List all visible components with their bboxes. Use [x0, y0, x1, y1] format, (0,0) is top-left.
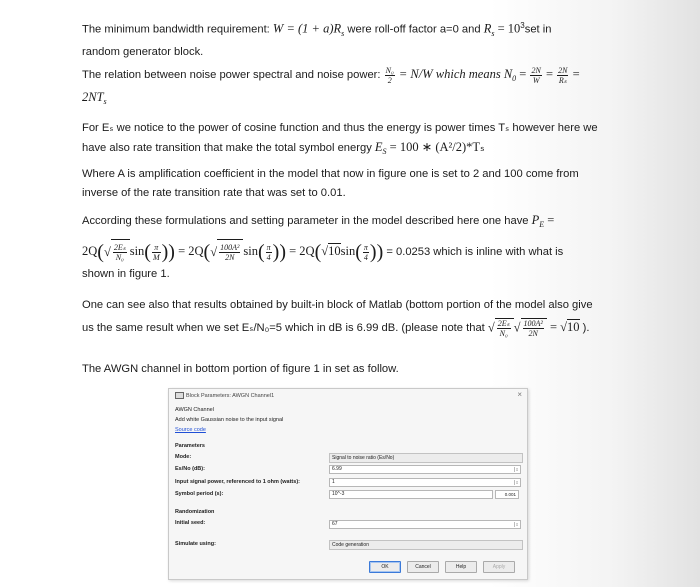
section-parameters: Parameters	[175, 443, 205, 449]
power-label: Input signal power, referenced to 1 ohm (watts):	[175, 479, 300, 485]
subscript: s	[491, 28, 495, 38]
rs-value: = 10	[494, 21, 521, 36]
fraction-pi-4	[363, 243, 369, 262]
paragraph-matlab-result	[82, 296, 627, 338]
rs-symbol: R	[483, 21, 492, 36]
bandwidth-formula: W = (1 + a)R	[272, 21, 342, 36]
pe-symbol: P	[531, 213, 540, 227]
denominator: N₀	[115, 253, 124, 263]
pe-equation	[82, 238, 627, 264]
sqrt-10: 10	[567, 320, 580, 335]
fraction-pi-m	[152, 243, 161, 262]
fraction-2n-over-rs	[557, 66, 568, 85]
block-parameters-dialog	[168, 388, 528, 580]
window-icon	[175, 392, 184, 399]
subscript: E	[539, 220, 545, 230]
sqrt-10: 10	[328, 244, 341, 259]
numerator: 2N	[558, 65, 568, 75]
paragraph-symbol-energy	[82, 119, 627, 161]
dialog-title	[175, 392, 274, 399]
paren-close: ))	[369, 241, 384, 264]
noise-result: 2NT	[82, 90, 104, 105]
result-text: = 0.0253 which is inline with what is	[383, 246, 564, 259]
text: inverse of the rate transition rate that was set to 0.01.	[82, 187, 346, 199]
sin-function: sin	[340, 244, 356, 259]
fraction-pi-4	[266, 243, 272, 262]
fraction-2n-over-w	[530, 66, 541, 85]
numerator: π	[152, 243, 161, 253]
power-value: 1	[332, 479, 335, 485]
esno-label: Es/No (dB):	[175, 466, 205, 472]
close-icon[interactable]: ×	[517, 390, 522, 399]
paren-close: ))	[161, 241, 175, 264]
radical-sign: √	[103, 244, 111, 259]
cancel-button[interactable]: Cancel	[407, 561, 439, 573]
symbol-period-label: Symbol period (s):	[175, 491, 224, 497]
section-randomization: Randomization	[175, 509, 215, 515]
block-header: AWGN Channel	[175, 407, 214, 413]
sqrt	[210, 239, 243, 266]
numerator: π	[363, 242, 368, 252]
equals: =	[569, 67, 580, 81]
mode-value: Signal to noise ratio (Es/No)	[332, 455, 395, 461]
text: The minimum bandwidth requirement:	[82, 23, 273, 36]
fraction-100a2-2n	[219, 243, 240, 262]
seed-label: Initial seed:	[175, 520, 206, 526]
esno-input[interactable]	[329, 465, 521, 474]
paren-open: (	[257, 241, 265, 264]
paragraph-error-probability	[82, 211, 627, 284]
text: According these formulations and setting parameter in the model described here one have	[82, 215, 532, 227]
paren-open: (	[144, 241, 151, 264]
text: One can see also that results obtained by built-in block of Matlab (bottom portion of the model also give	[82, 299, 593, 311]
paragraph-amplification	[82, 165, 627, 203]
denominator: 4	[266, 252, 271, 262]
fraction-2es-n0	[113, 243, 127, 262]
sin-function: sin	[129, 244, 145, 259]
energy-formula: = 100 ∗ (A²/2)*Tₛ	[386, 140, 485, 154]
paren-open: (	[97, 241, 104, 264]
radical-sign: √	[560, 320, 567, 335]
spin-icon[interactable]: ⇕	[515, 467, 519, 472]
text: random generator block.	[82, 45, 204, 58]
paren-open: (	[355, 241, 362, 264]
subscript: 0	[512, 74, 517, 84]
denominator: 2N	[225, 253, 235, 263]
help-button[interactable]: Help	[445, 561, 477, 573]
fraction-100a2-2n	[523, 319, 544, 338]
text: The relation between noise power spectral and noise power:	[82, 69, 384, 81]
subscript: S	[382, 147, 387, 157]
symbol-period-value: 10^-3	[332, 491, 345, 497]
text: set in	[524, 23, 552, 36]
fraction-2es-n0	[497, 319, 511, 338]
sqrt	[488, 318, 514, 338]
denominator: Rₛ	[558, 75, 567, 85]
fraction-n0-over-2	[385, 66, 395, 85]
symbol-period-evaluated	[495, 490, 519, 499]
numerator: 100A²	[523, 319, 543, 328]
seed-input[interactable]	[329, 520, 521, 529]
symbol-period-input[interactable]	[329, 490, 493, 499]
text: us the same result when we set Eₛ/N₀=5 which in dB is 6.99 dB. (please note that	[82, 322, 488, 335]
ok-button[interactable]: OK	[369, 561, 401, 573]
numerator: π	[266, 242, 271, 252]
denominator: W	[532, 75, 540, 85]
simulate-value: Code generation	[332, 542, 369, 548]
paragraph-awgn-caption	[82, 360, 627, 379]
denominator: 2N	[528, 329, 538, 338]
seed-value: 67	[332, 521, 338, 527]
equals: =	[546, 320, 561, 335]
equals-q: = 2Q	[174, 244, 204, 259]
subscript: s	[103, 97, 107, 107]
text: were roll-off factor a=0 and	[344, 23, 484, 36]
noise-relation: = N/W which means N	[395, 67, 513, 81]
sqrt	[104, 239, 130, 266]
paren-close: ))	[272, 241, 286, 264]
paren-open: (	[314, 241, 322, 264]
q-function: 2Q	[82, 244, 98, 259]
mode-label: Mode:	[175, 454, 192, 460]
block-description: Add white Gaussian noise to the input signal	[175, 417, 284, 423]
radical-sign: √	[321, 244, 329, 259]
numerator: N₀	[385, 65, 394, 75]
symbol-period-evaluated-value: 0.001	[504, 492, 516, 497]
equals-q: = 2Q	[286, 244, 315, 259]
text: The AWGN channel in bottom portion of figure 1 in set as follow.	[82, 363, 399, 375]
apply-button[interactable]: Apply	[483, 561, 515, 573]
simulate-label: Simulate using:	[175, 541, 216, 547]
text: have also rate transition that make the total symbol energy	[82, 142, 375, 154]
text: ).	[579, 322, 590, 335]
paragraph-bandwidth	[82, 16, 627, 62]
equals: =	[542, 67, 557, 81]
spin-icon[interactable]: ⇕	[515, 480, 519, 485]
subscript: s	[341, 28, 345, 38]
paragraph-noise-power	[82, 65, 627, 111]
radical-sign: √	[513, 320, 521, 335]
denominator: M	[152, 252, 160, 262]
esno-value: 6.99	[332, 466, 342, 472]
text: Where A is amplification coefficient in the model that now in figure one is set to 2 and 100 come from	[82, 168, 579, 180]
numerator: 100A²	[220, 243, 240, 253]
denominator: N₀	[499, 329, 508, 338]
power-input[interactable]	[329, 478, 521, 487]
sqrt	[514, 318, 547, 338]
denominator: 4	[363, 252, 368, 262]
radical-sign: √	[210, 244, 218, 259]
equals: =	[516, 67, 530, 81]
spin-icon[interactable]: ⇕	[515, 522, 519, 527]
denominator: 2	[387, 75, 392, 85]
dialog-title-text: Block Parameters: AWGN Channel1	[186, 392, 275, 399]
mode-dropdown[interactable]	[329, 453, 523, 463]
text: For Eₛ we notice to the power of cosine function and thus the energy is power times Tₛ however here we	[82, 122, 598, 134]
numerator: 2Eₛ	[113, 243, 126, 253]
numerator: 2N	[531, 65, 541, 75]
numerator: 2Eₛ	[497, 319, 510, 328]
paren-open: (	[203, 241, 211, 264]
radical-sign: √	[487, 320, 495, 335]
simulate-dropdown[interactable]	[329, 540, 523, 550]
es-symbol: E	[374, 140, 383, 154]
equals: =	[544, 213, 555, 227]
sin-function: sin	[243, 244, 258, 259]
exponent: 3	[520, 21, 525, 30]
text: shown in figure 1.	[82, 268, 170, 281]
source-code-link[interactable]: Source code	[175, 427, 206, 433]
